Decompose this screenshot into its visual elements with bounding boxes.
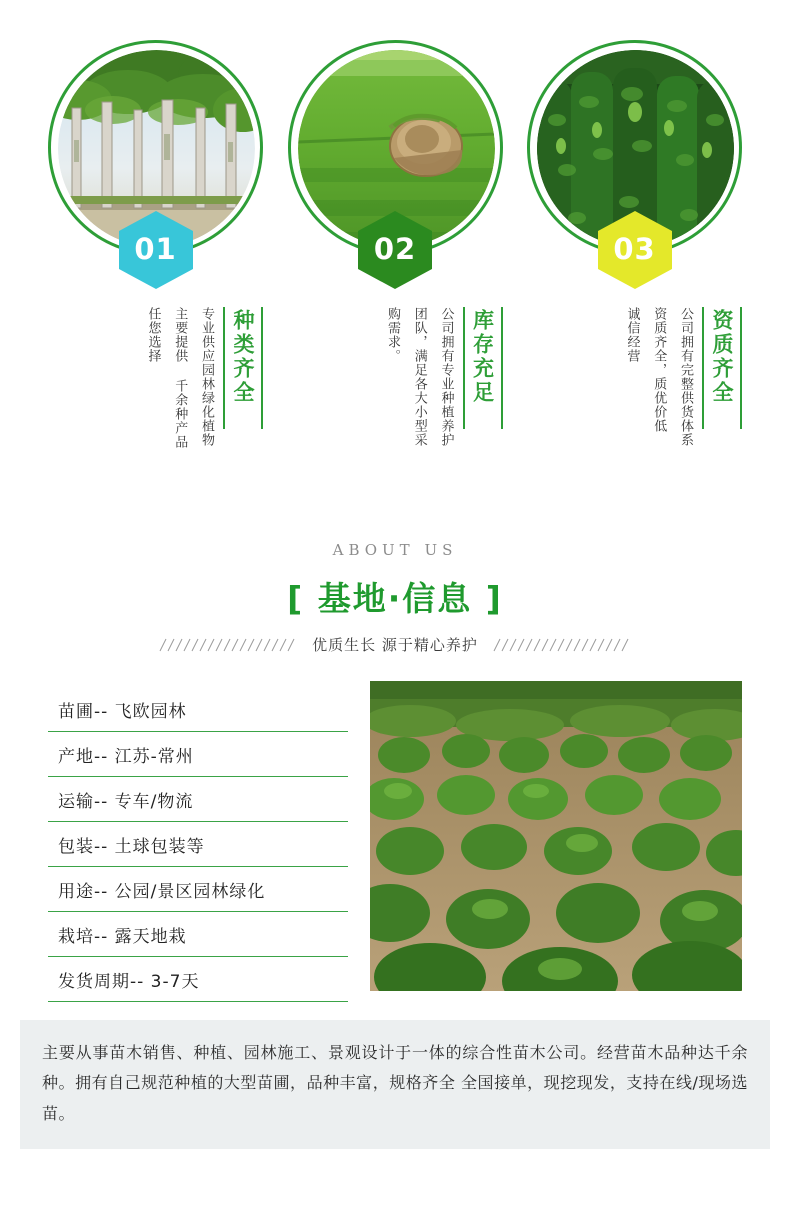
info-row-packaging: 包装-- 土球包装等 [48, 822, 348, 867]
company-description-block [20, 1020, 770, 1149]
feature-desc-line-03-2: 资质齐全，质优价低 [651, 307, 667, 433]
feature-desc-line-01-2: 主要提供 千余种产品 [172, 307, 188, 449]
hatch-right-decoration [492, 638, 632, 652]
about-subtitle-row [0, 634, 790, 655]
info-row-nursery: 苗圃-- 飞欧园林 [48, 687, 348, 732]
feature-number-01: 01 [134, 231, 177, 266]
feature-desc-line-02-1: 公司拥有专业种植养护 [438, 307, 454, 447]
feature-title-01: 种类齐全 [223, 307, 263, 429]
info-row-delivery-cycle: 发货周期-- 3-7天 [48, 957, 348, 1002]
hatch-left-decoration [158, 638, 298, 652]
feature-title-03: 资质齐全 [702, 307, 742, 429]
feature-desc-line-02-3: 购需求。 [385, 307, 400, 363]
feature-item-01 [48, 40, 263, 507]
feature-number-03: 03 [613, 231, 656, 266]
feature-text-02 [288, 307, 503, 507]
feature-badge-02 [358, 211, 432, 289]
feature-text-01 [48, 307, 263, 507]
about-subtitle: 优质生长 源于精心养护 [312, 636, 478, 654]
feature-image-wrap-01 [48, 40, 263, 266]
info-row-transport: 运输-- 专车/物流 [48, 777, 348, 822]
feature-number-02: 02 [373, 231, 417, 266]
info-row-cultivation: 栽培-- 露天地栽 [48, 912, 348, 957]
feature-desc-line-02-2: 团队，满足各大小型采 [411, 307, 427, 447]
company-description-text: 主要从事苗木销售、种植、园林施工、景观设计于一体的综合性苗木公司。经营苗木品种达千余种。拥有自己规范种植的大型苗圃，品种丰富，规格齐全 全国接单，现挖现发，支持在线/现场选苗。 [42, 1043, 748, 1123]
base-info-section [0, 681, 790, 1002]
feature-text-03 [527, 307, 742, 507]
nursery-field-photo [370, 681, 742, 991]
info-row-usage: 用途-- 公园/景区园林绿化 [48, 867, 348, 912]
feature-badge-01 [119, 211, 193, 289]
about-chinese-title: [ 基地·信息 ] [287, 579, 503, 618]
feature-desc-line-01-1: 专业供应园林绿化植物 [199, 307, 214, 447]
feature-desc-line-03-1: 公司拥有完整供货体系 [678, 307, 693, 447]
info-row-origin: 产地-- 江苏-常州 [48, 732, 348, 777]
features-section [0, 0, 790, 507]
about-english-title: ABOUT US [332, 541, 458, 559]
feature-item-02 [288, 40, 503, 507]
feature-desc-line-01-3: 任您选择 [145, 307, 161, 363]
feature-desc-line-03-3: 诚信经营 [624, 307, 640, 363]
info-list [48, 681, 348, 1002]
feature-item-03 [527, 40, 742, 507]
feature-title-02: 库存充足 [463, 307, 503, 429]
feature-badge-03 [598, 211, 672, 289]
feature-image-wrap-03 [527, 40, 742, 266]
about-section [0, 541, 790, 655]
feature-image-wrap-02 [288, 40, 503, 266]
